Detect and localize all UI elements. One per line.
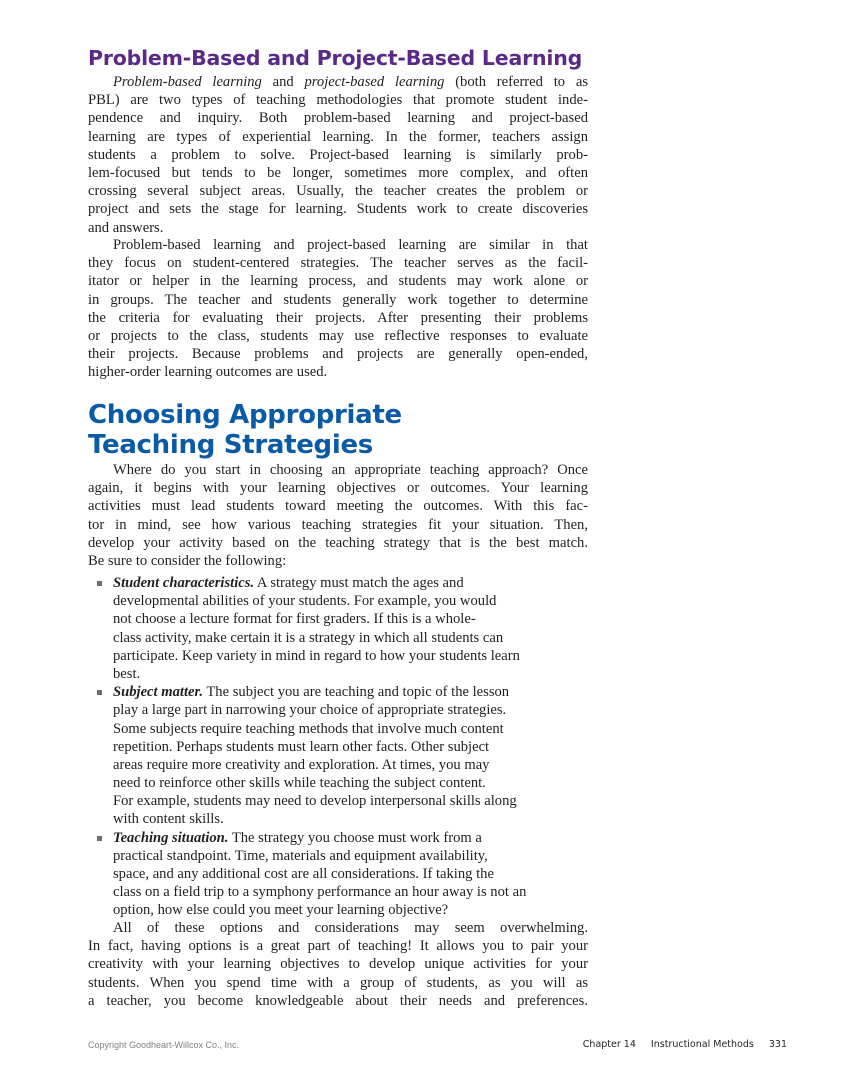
text-run: areas require more creativity and exploration. At times, you may xyxy=(113,756,490,773)
text-line xyxy=(88,146,588,164)
text-run: need to reinforce other skills while teaching the subject content. xyxy=(113,775,486,792)
paragraph-pbl-similarities xyxy=(88,236,588,382)
text-run: Be sure to consider the following: xyxy=(88,552,287,569)
text-line xyxy=(113,810,588,828)
text-line xyxy=(88,516,588,534)
text-line xyxy=(88,73,588,91)
text-line xyxy=(88,552,588,570)
text-line xyxy=(88,363,588,381)
text-line xyxy=(113,647,588,665)
text-run: Problem-based learning and project-based learning are similar in that xyxy=(113,237,588,253)
text-run: or projects to the class, students may use reflective responses to evaluate xyxy=(88,327,588,344)
paragraph-options xyxy=(88,919,588,1010)
text-run: creativity with your learning objectives to develop unique activities for your xyxy=(88,956,588,973)
text-line xyxy=(88,461,588,479)
text-run: class activity, make certain it is a strategy in which all students can xyxy=(113,629,504,646)
text-line xyxy=(88,236,588,254)
text-line xyxy=(88,254,588,272)
text-run: For example, students may need to develop interpersonal skills along xyxy=(113,793,517,810)
text-line xyxy=(113,665,588,683)
text-run: not choose a lecture format for first graders. If this is a whole- xyxy=(113,611,476,628)
footer-chapter-title: Instructional Methods xyxy=(650,1039,754,1050)
list-item xyxy=(88,829,588,920)
text-line xyxy=(113,756,588,774)
text-run: itator or helper in the learning process, and students may work alone or xyxy=(88,273,588,290)
text-line xyxy=(88,955,588,973)
text-line xyxy=(88,291,588,309)
heading-line: Teaching Strategies xyxy=(88,430,373,460)
square-bullet-icon xyxy=(97,690,102,695)
paragraph-pbl-intro xyxy=(88,73,588,237)
text-run: their projects. Because problems and projects are generally open-ended, xyxy=(88,346,588,363)
text-run: a teacher, you become knowledgeable about their needs and preferences. xyxy=(88,992,588,1009)
text-line xyxy=(113,901,588,919)
text-run: option, how else could you meet your learning objective? xyxy=(113,902,449,919)
text-run: in groups. The teacher and students generally work together to determine xyxy=(88,291,588,308)
text-line xyxy=(88,109,588,127)
text-run: with content skills. xyxy=(113,811,224,828)
emphasized-term: Problem-based learning xyxy=(113,74,262,90)
text-line xyxy=(88,200,588,218)
text-run: and answers. xyxy=(88,219,164,236)
text-line xyxy=(113,738,588,756)
text-run: class on a field trip to a symphony performance an hour away is not an xyxy=(113,884,527,901)
text-run: students a problem to solve. Project-based learning is similarly prob- xyxy=(88,146,588,163)
text-run: Where do you start in choosing an appropriate teaching approach? Once xyxy=(113,462,588,478)
text-run: space, and any additional cost are all considerations. If taking the xyxy=(113,866,494,882)
text-line xyxy=(88,327,588,345)
square-bullet-icon xyxy=(97,836,102,841)
text-line xyxy=(88,345,588,363)
text-run: practical standpoint. Time, materials and equipment availability, xyxy=(113,847,488,864)
text-line xyxy=(88,309,588,327)
text-run: repetition. Perhaps students must learn other facts. Other subject xyxy=(113,738,490,755)
text-run: (both referred to as xyxy=(444,74,588,90)
text-line xyxy=(113,592,588,610)
text-run: crossing several subject areas. Usually, the teacher creates the problem or xyxy=(88,183,588,200)
text-line xyxy=(113,792,588,810)
text-line xyxy=(88,182,588,200)
text-run: The strategy you choose must work from a xyxy=(228,829,482,846)
list-item-term: Student characteristics. xyxy=(113,575,255,591)
text-run: the criteria for evaluating their projects. After presenting their problems xyxy=(88,309,588,326)
text-line xyxy=(113,720,588,738)
text-line xyxy=(88,219,588,237)
text-run: All of these options and considerations may seem overwhelming. xyxy=(113,920,588,936)
paragraph-strategies-intro xyxy=(88,461,588,570)
text-run: PBL) are two types of teaching methodologies that promote student inde- xyxy=(88,92,588,109)
page-number: 331 xyxy=(768,1039,787,1050)
text-line xyxy=(88,919,588,937)
emphasized-term: project-based learning xyxy=(304,74,445,90)
section-heading-pbl: Problem-Based and Project-Based Learning xyxy=(88,46,583,70)
text-run: learning are types of experiential learning. In the former, teachers assign xyxy=(88,128,588,145)
text-line xyxy=(88,272,588,290)
text-line xyxy=(113,883,588,901)
text-line xyxy=(113,829,588,847)
text-line xyxy=(88,937,588,955)
footer-chapter: Chapter 14 xyxy=(582,1039,636,1050)
text-run: and xyxy=(261,74,305,90)
text-line xyxy=(88,128,588,146)
text-line xyxy=(113,701,588,719)
text-line xyxy=(113,629,588,647)
text-run: higher-order learning outcomes are used. xyxy=(88,364,328,381)
text-run: Some subjects require teaching methods that involve much content xyxy=(113,720,504,737)
text-run: tor in mind, see how various teaching strategies fit your situation. Then, xyxy=(88,516,588,533)
considerations-list xyxy=(88,574,588,920)
text-run: best. xyxy=(113,665,141,682)
text-run: A strategy must match the ages and xyxy=(254,575,464,591)
text-line xyxy=(113,774,588,792)
text-line xyxy=(113,865,588,883)
text-run: students. When you spend time with a group of students, as you will as xyxy=(88,974,588,991)
text-run: project and sets the stage for learning. Students work to create discoveries xyxy=(88,201,588,218)
text-line xyxy=(88,479,588,497)
text-run: lem-focused but tends to be longer, sometimes more complex, and often xyxy=(88,164,588,181)
section-heading-strategies xyxy=(88,400,588,460)
text-run: pendence and inquiry. Both problem-based learning and project-based xyxy=(88,110,588,127)
footer-running-head xyxy=(571,1039,787,1050)
text-line xyxy=(88,91,588,109)
square-bullet-icon xyxy=(97,581,102,586)
text-run: again, it begins with your learning objectives or outcomes. Your learning xyxy=(88,480,588,497)
text-line xyxy=(88,534,588,552)
text-run: develop your activity based on the teaching strategy that is the best match. xyxy=(88,534,588,551)
text-line xyxy=(113,610,588,628)
text-line xyxy=(88,992,588,1010)
text-run: developmental abilities of your students. For example, you would xyxy=(113,593,497,610)
footer-copyright: Copyright Goodheart-Willcox Co., Inc. xyxy=(88,1040,240,1050)
list-item xyxy=(88,683,588,829)
list-item xyxy=(88,574,588,683)
text-line xyxy=(88,497,588,515)
text-line xyxy=(88,974,588,992)
list-item-term: Teaching situation. xyxy=(113,829,229,846)
text-line xyxy=(113,683,588,701)
list-item-term: Subject matter. xyxy=(113,684,203,701)
text-run: they focus on student-centered strategies. The teacher serves as the facil- xyxy=(88,255,588,272)
text-run: The subject you are teaching and topic of the lesson xyxy=(203,684,510,701)
text-line xyxy=(113,847,588,865)
text-run: participate. Keep variety in mind in regard to how your students learn xyxy=(113,647,520,664)
text-line xyxy=(113,574,588,592)
text-run: In fact, having options is a great part of teaching! It allows you to pair your xyxy=(88,938,588,955)
text-line xyxy=(88,164,588,182)
text-run: activities must lead students toward meeting the outcomes. With this fac- xyxy=(88,498,588,515)
heading-line: Choosing Appropriate xyxy=(88,400,402,430)
text-run: play a large part in narrowing your choice of appropriate strategies. xyxy=(113,702,507,719)
